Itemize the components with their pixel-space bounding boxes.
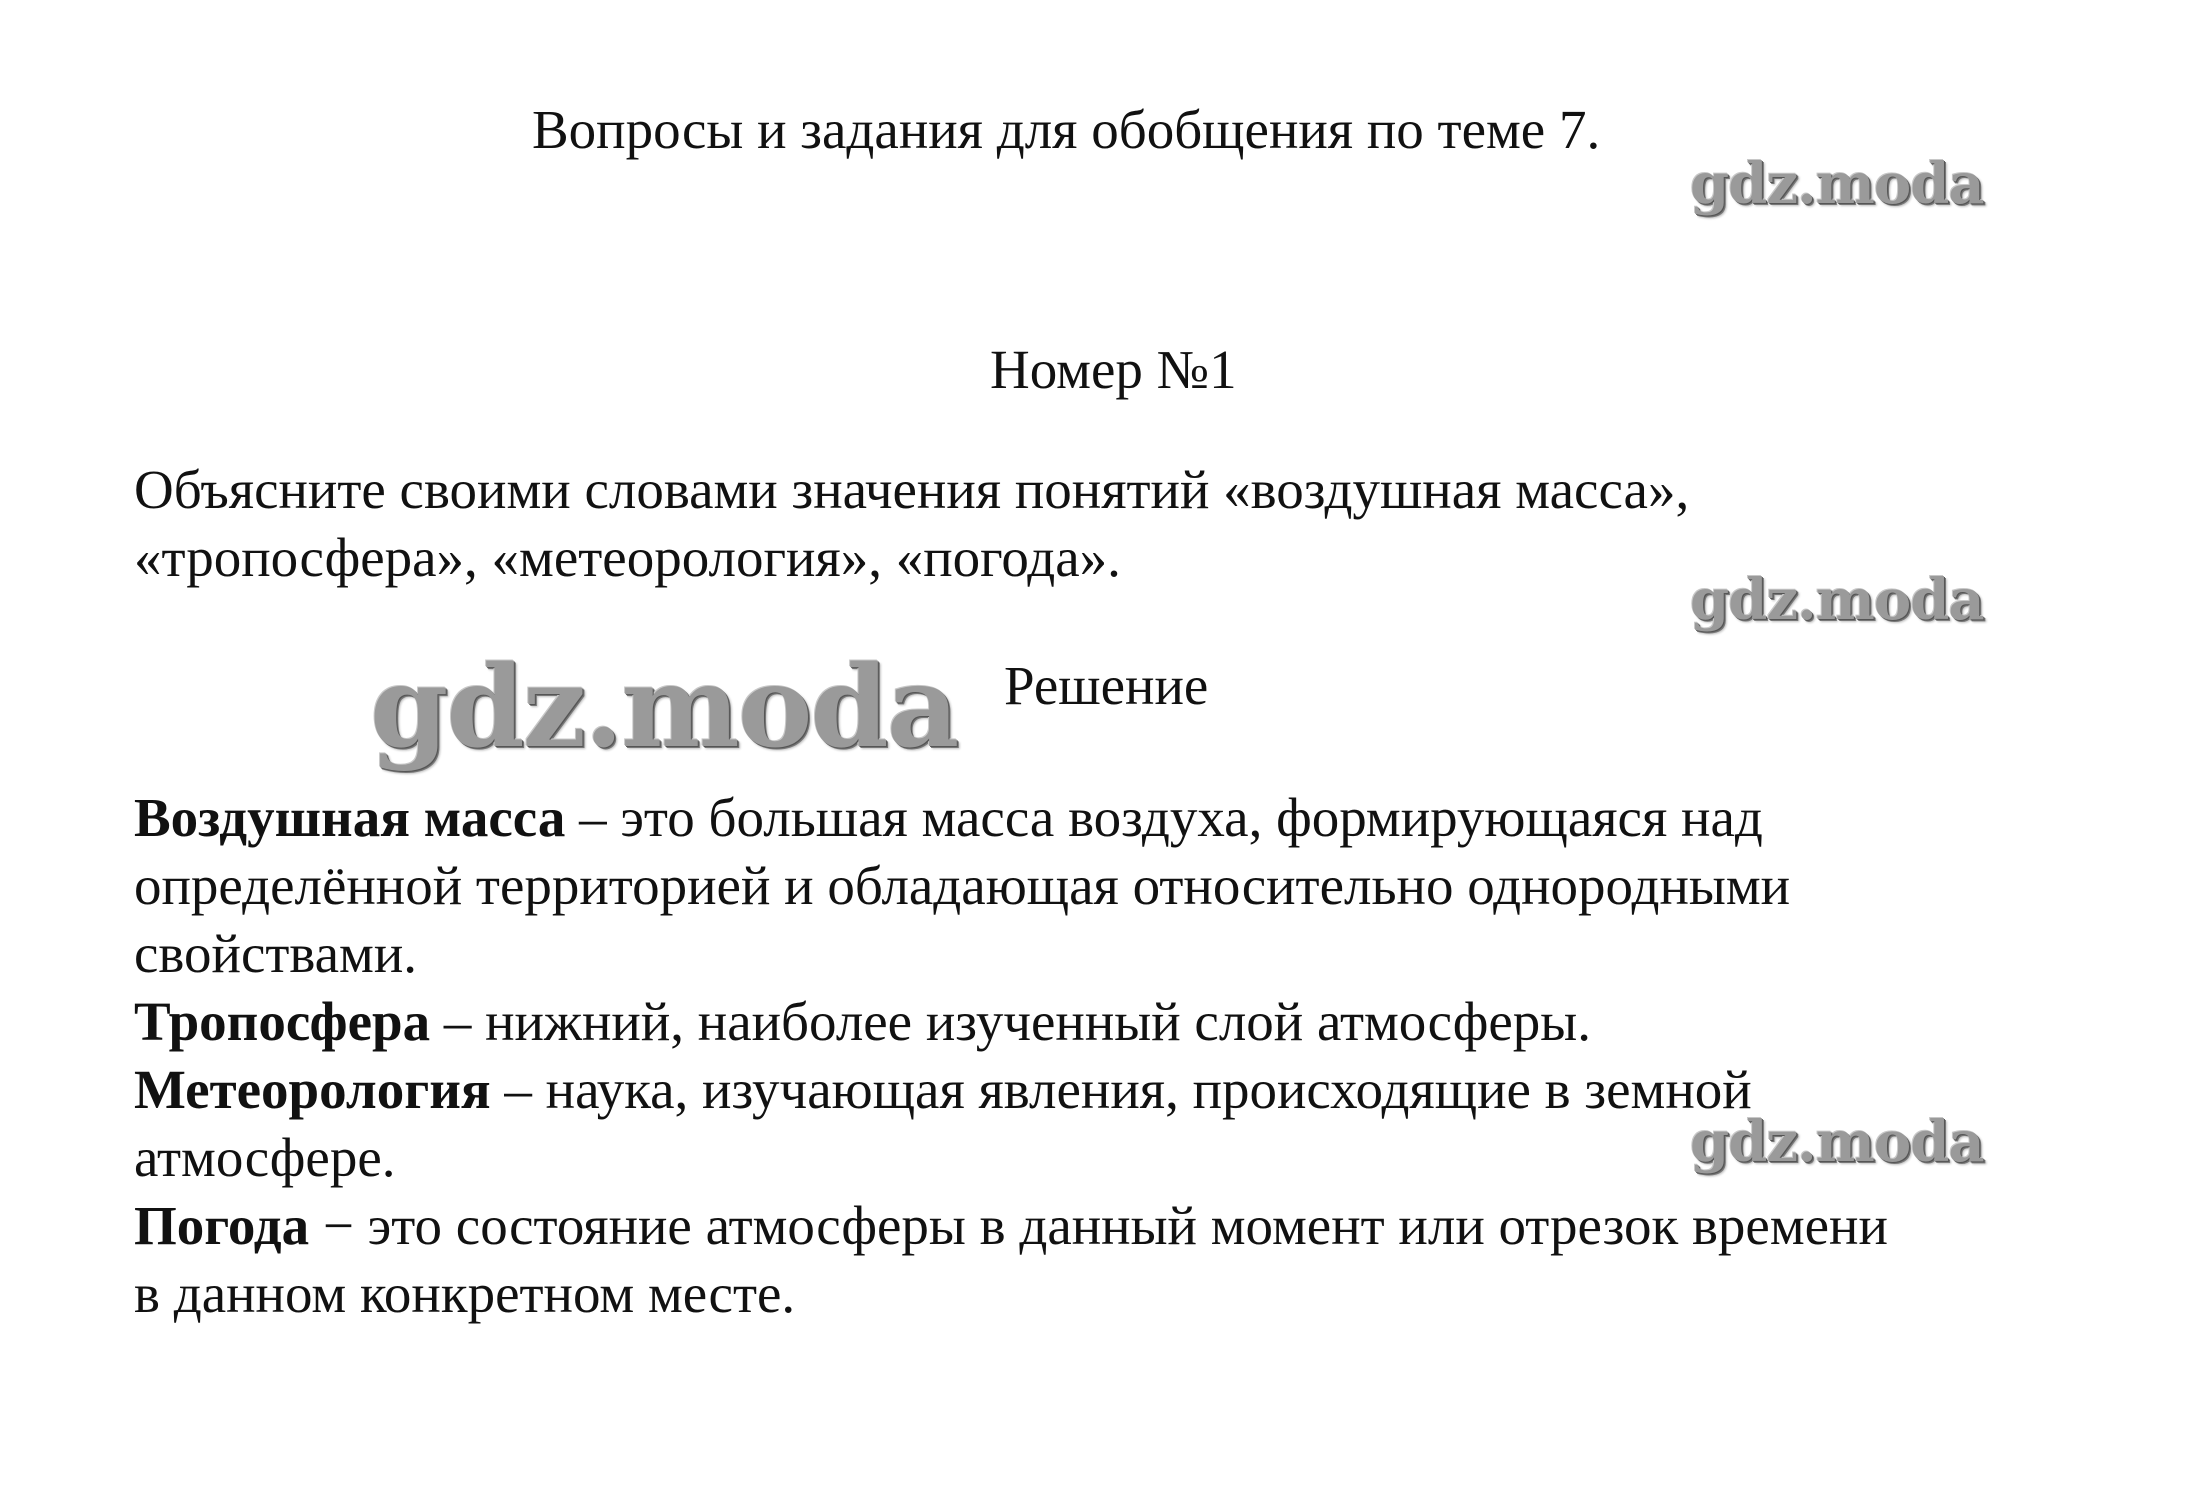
definition-term: Тропосфера: [134, 991, 431, 1052]
definition-line: [134, 1056, 1752, 1123]
definition-line: [134, 988, 1591, 1055]
watermark-logo: gdz.moda: [1690, 567, 1984, 633]
question-line-2: «тропосфера», «метеорология», «погода».: [134, 527, 1121, 588]
watermark-logo: gdz.moda: [1690, 151, 1984, 217]
definition-text: – наука, изучающая явления, происходящие в земной: [490, 1059, 1752, 1120]
definition-term: Воздушная масса: [134, 787, 566, 848]
definition-line: свойствами.: [134, 923, 418, 984]
definition-line: атмосфере.: [134, 1127, 396, 1188]
watermark-logo-large: gdz.moda: [370, 642, 958, 773]
definition-line: [134, 784, 1763, 851]
question-line-1: Объясните своими словами значения понятий «воздушная масса»,: [134, 459, 1690, 520]
definition-line: [134, 1192, 1888, 1259]
page-title: Вопросы и задания для обобщения по теме 7.: [532, 99, 1601, 160]
solution-label: Решение: [1004, 655, 1209, 716]
definition-line: определённой территорией и обладающая относительно однородными: [134, 855, 1791, 916]
definition-text: − это состояние атмосферы в данный момент или отрезок времени: [309, 1195, 1888, 1256]
definition-text: – это большая масса воздуха, формирующаяся над: [565, 787, 1763, 848]
definition-term: Погода: [134, 1195, 310, 1256]
definition-line: в данном конкретном месте.: [134, 1263, 796, 1324]
watermark-logo: gdz.moda: [1690, 1109, 1984, 1175]
task-number: Номер №1: [990, 339, 1237, 400]
definition-term: Метеорология: [134, 1059, 491, 1120]
definition-text: – нижний, наиболее изученный слой атмосферы.: [430, 991, 1591, 1052]
